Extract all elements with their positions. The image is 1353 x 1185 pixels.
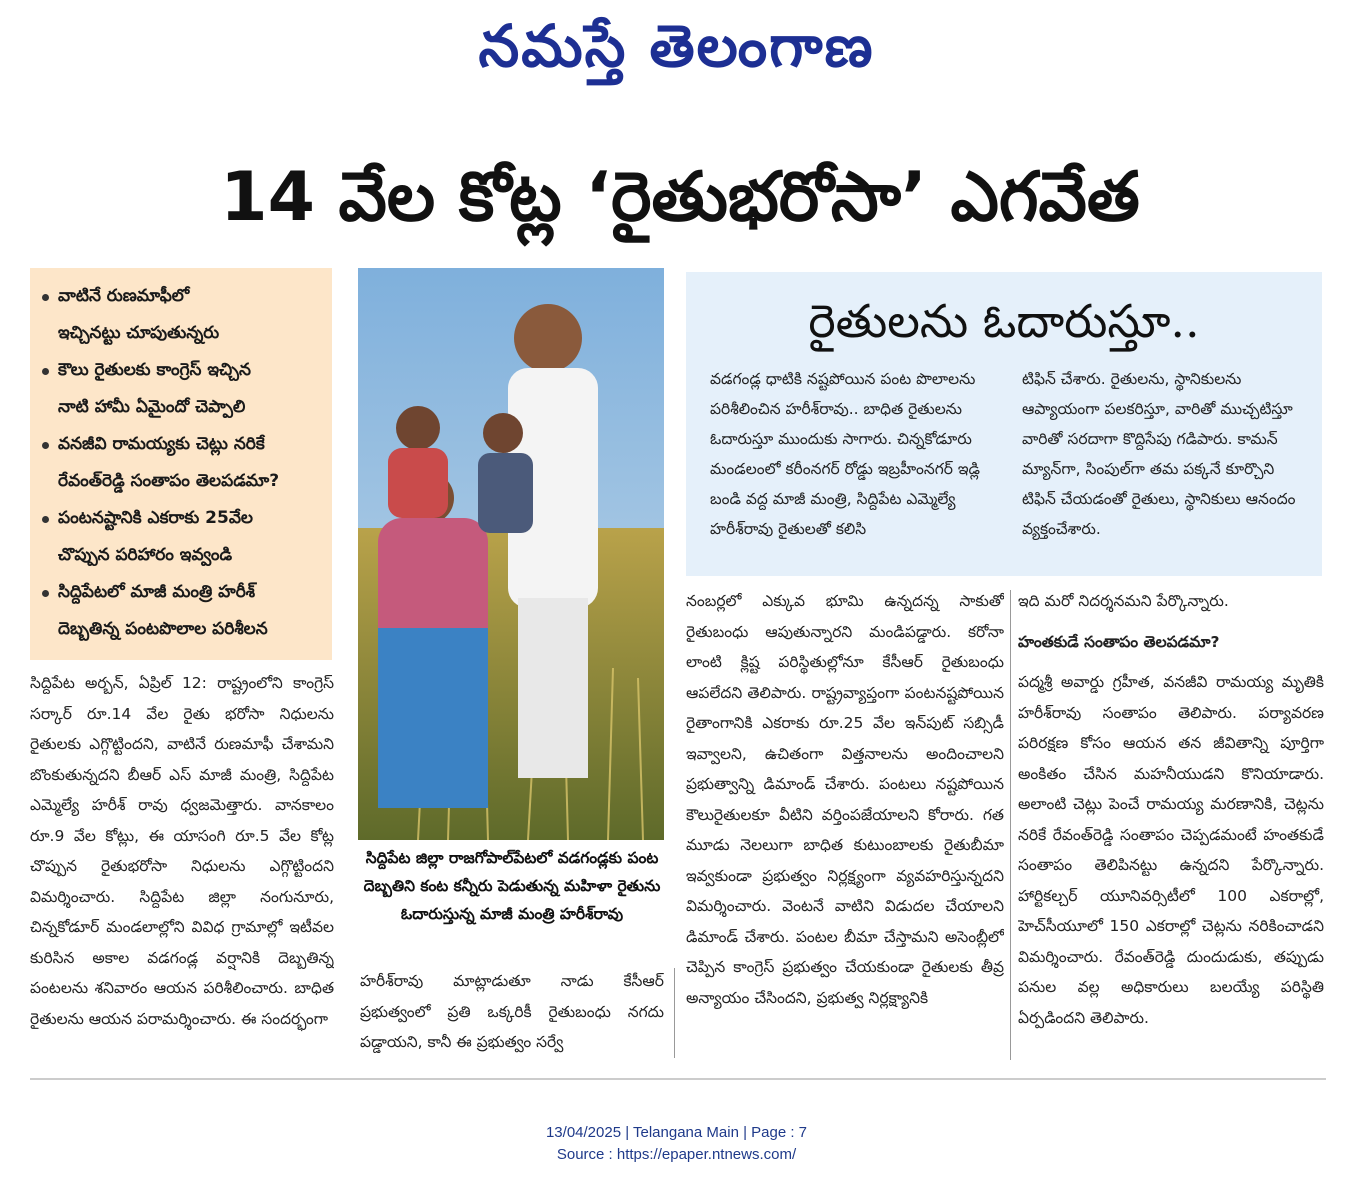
article-column-middle: హరీశ్‌రావు మాట్లాడుతూ నాడు కేసీఆర్ ప్రభుత్వంలో ప్రతి ఒక్కరికీ రైతుబంధు నగదు పడ్డాయని, కానీ ఈ ప్రభుత్వం సర్వే xyxy=(360,972,664,1051)
highlight-line: వాటినే రుణమాఫీలో xyxy=(58,286,190,306)
subheading: హంతకుడే సంతాపం తెలపడమా? xyxy=(1018,632,1220,651)
footer-date-edition: 13/04/2025 | Telangana Main | Page : 7 xyxy=(545,1124,808,1141)
article-column-right-2 xyxy=(1018,586,1324,1062)
sidebar-box-text: టిఫిన్ చేశారు. రైతులను, స్థానికులను ఆప్యాయంగా పలకరిస్తూ, వారితో ముచ్చటిస్తూ వారితో సరదాగా కొద్దిసేపు గడిపారు. కామన్ మ్యాన్‌గా, సింపుల్‌గా తమ పక్కనే కూర్చొని టిఫిన్ చేయడంతో రైతులు, స్థానికులు ఆనందం వ్యక్తంచేశారు. xyxy=(1022,370,1296,538)
bullet-icon xyxy=(42,294,49,301)
highlight-line: ఇచ్చినట్టు చూపుతున్నరు xyxy=(58,323,220,343)
column-divider xyxy=(674,968,675,1058)
highlight-line: చొప్పున పరిహారం ఇవ్వండి xyxy=(58,545,233,565)
highlights-box xyxy=(30,268,332,660)
sidebar-box xyxy=(686,272,1322,576)
sidebar-box-text: వడగండ్ల ధాటికి నష్టపోయిన పంట పొలాలను పరిశీలించిన హరీశ్‌రావు.. బాధిత రైతులను ఓదారుస్తూ ముందుకు సాగారు. చిన్నకోడూరు మండలంలో కరీంనగర్ రోడ్డు ఇబ్రహీంనగర్ ఇడ్లి బండి వద్ద మాజీ మంత్రి, సిద్దిపేట ఎమ్మెల్యే హరీశ్‌రావు రైతులతో కలిసి xyxy=(710,370,981,538)
bullet-icon xyxy=(42,442,49,449)
sidebar-box-title: రైతులను ఓదారుస్తూ.. xyxy=(808,294,1200,348)
bullet-icon xyxy=(42,516,49,523)
highlight-line: రేవంత్‌రెడ్డి సంతాపం తెలపడమా? xyxy=(58,471,280,491)
bullet-icon xyxy=(42,590,49,597)
highlight-line: నాటి హామీ ఏమైందో చెప్పాలి xyxy=(58,397,246,417)
highlight-item xyxy=(40,500,324,574)
highlight-line: కౌలు రైతులకు కాంగ్రెస్ ఇచ్చిన xyxy=(58,360,251,380)
paragraph: పద్మశ్రీ అవార్డు గ్రహీత, వనజీవి రామయ్య మృతికి హరీశ్‌రావు సంతాపం తెలిపారు. పర్యావరణ పరిరక్షణ కోసం ఆయన తన జీవితాన్ని పూర్తిగా అంకితం చేసిన మహనీయుడని కొనియాడారు. అలాంటి చెట్లు పెంచే రామయ్య మరణానికి, చెట్లను నరికే రేవంత్‌రెడ్డి సంతాపం చెప్పడమంటే హంతకుడే సంతాపం తెలిపినట్టు ఉన్నదని పేర్కొన్నారు. హార్టికల్చర్ యూనివర్సిటీలో 100 ఎకరాల్లో, హెచ్‌సీయూలో 150 ఎకరాల్లో చెట్లను నరికించాడని విమర్శించారు. రేవంత్‌రెడ్డి దుందుడుకు, తప్పుడు పనుల వల్ల అధికారులు బలయ్యే పరిస్థితి ఏర్పడిందని తెలిపారు. xyxy=(1018,673,1324,1027)
column-divider xyxy=(1010,590,1011,1060)
highlight-line: దెబ్బతిన్న పంటపొలాల పరిశీలన xyxy=(58,619,268,639)
highlight-line: వనజీవి రామయ్యకు చెట్లు నరికే xyxy=(58,434,265,454)
highlight-item xyxy=(40,426,324,500)
photo-caption: సిద్దిపేట జిల్లా రాజగోపాల్‌పేటలో వడగండ్లకు పంట దెబ్బతిని కంట కన్నీరు పెడుతున్న మహిళా రైతును ఓదారుస్తున్న మాజీ మంత్రి హరీశ్‌రావు xyxy=(363,849,661,923)
highlights-list xyxy=(40,278,324,648)
news-photo xyxy=(358,268,664,840)
masthead-logo: నమస్తే తెలంగాణ xyxy=(478,12,875,80)
highlight-line: పంటనష్టానికి ఎకరాకు 25వేల xyxy=(58,508,253,528)
article-column-right-1: నంబర్లలో ఎక్కువ భూమి ఉన్నదన్న సాకుతో రైతుబంధు ఆపుతున్నారని మండిపడ్డారు. కరోనా లాంటి క్లిష్ట పరిస్థితుల్లోనూ కేసీఆర్ రైతుబంధు ఆపలేదని తెలిపారు. రాష్ట్రవ్యాప్తంగా పంటనష్టపోయిన రైతాంగానికి ఎకరాకు రూ.25 వేల ఇన్‌పుట్ సబ్సిడీ ఇవ్వాలని, ఉచితంగా విత్తనాలను అందించాలని ప్రభుత్వాన్ని డిమాండ్ చేశారు. పంటలు నష్టపోయిన కౌలురైతులకూ వీటిని వర్తింపజేయాలని కోరారు. గత మూడు నెలలుగా బాధిత కుటుంబాలకు రైతుబీమా ఇవ్వకుండా ప్రభుత్వం నిర్లక్ష్యంగా వ్యవహరిస్తున్నదని విమర్శించారు. వెంటనే వాటిని విడుదల చేయాలని డిమాండ్ చేశారు. పంటల బీమా చేస్తామని అసెంబ్లీలో చెప్పిన కాంగ్రెస్ ప్రభుత్వం చేయకుండా రైతులకు తీవ్ర అన్యాయం చేసిందని, ప్రభుత్వ నిర్లక్ష్యానికి xyxy=(686,592,1004,1007)
paragraph: ఇది మరో నిదర్శనమని పేర్కొన్నారు. xyxy=(1018,592,1229,610)
bottom-divider xyxy=(30,1078,1326,1080)
headline: 14 వేల కోట్ల ‘రైతుభరోసా’ ఎగవేత xyxy=(220,158,1140,237)
highlight-item xyxy=(40,352,324,426)
bullet-icon xyxy=(42,368,49,375)
article-column-left: సిద్దిపేట అర్బన్, ఏప్రిల్ 12: రాష్ట్రంలోని కాంగ్రెస్ సర్కార్ రూ.14 వేల రైతు భరోసా నిధులను రైతులకు ఎగ్గొట్టిందని, వాటినే రుణమాఫీ చేశామని బొంకుతున్నదని బీఆర్ ఎస్ మాజీ మంత్రి, సిద్దిపేట ఎమ్మెల్యే హరీశ్ రావు ధ్వజమెత్తారు. వానకాలం రూ.9 వేల కోట్లు, ఈ యాసంగి రూ.5 వేల కోట్ల చొప్పున రైతుభరోసా నిధులను ఎగ్గొట్టిందని విమర్శించారు. సిద్దిపేట జిల్లా నంగునూరు, చిన్నకోడూర్ మండలాల్లోని వివిధ గ్రామాల్లో ఇటీవల కురిసిన అకాల వడగండ్ల వర్షానికి దెబ్బతిన్న పంటలను శనివారం ఆయన పరిశీలించారు. బాధిత రైతులను ఆయన పరామర్శించారు. ఈ సందర్భంగా xyxy=(30,674,334,1028)
highlight-line: సిద్దిపేటలో మాజీ మంత్రి హరీశ్ xyxy=(58,582,256,602)
highlight-item xyxy=(40,278,324,352)
photo-illustration xyxy=(358,268,664,840)
footer-source[interactable]: Source : https://epaper.ntnews.com/ xyxy=(556,1146,797,1163)
highlight-item xyxy=(40,574,324,648)
